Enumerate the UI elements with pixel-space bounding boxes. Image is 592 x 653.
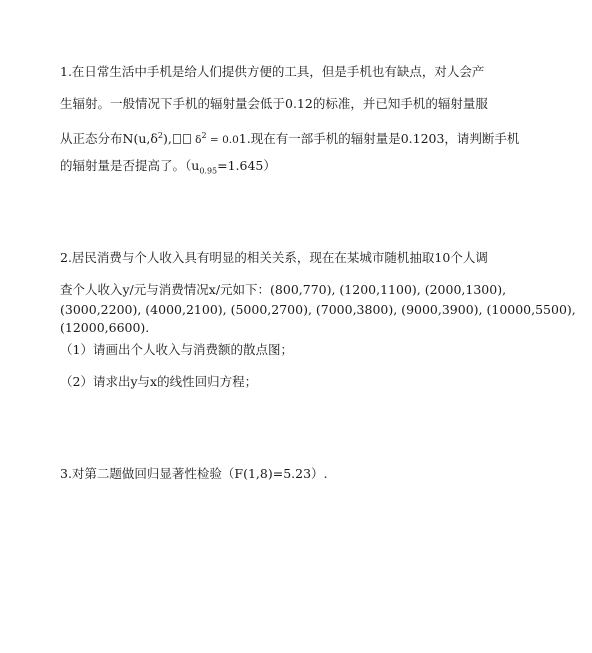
problem1-line4: [60, 158, 276, 180]
problem2-text-2: 查个人收入y/元与消费情况x/元如下：(800,770), (1200,1100), (2000,1300),: [60, 282, 507, 297]
problem1-text-1: 1.在日常生活中手机是给人们提供方便的工具，但是手机也有缺点，对人会产: [60, 64, 485, 79]
problem1-line1: [60, 64, 484, 80]
problem2-text-4: (12000,6600).: [60, 320, 150, 335]
sigma-symbol: δ: [191, 134, 202, 147]
problem2-line4: [60, 320, 149, 336]
problem2-question2: [60, 374, 257, 390]
problem1-text-3: 1.现在有一部手机的辐射量是0.1203，请判断手机: [238, 131, 520, 147]
problem2-line2: [60, 282, 506, 298]
problem3-line1: [60, 466, 328, 482]
missing-glyph-icon: [173, 134, 181, 144]
superscript-2: 2: [157, 131, 163, 140]
problem2-question1: [60, 342, 293, 358]
sigma-value: = 0.0: [206, 134, 239, 147]
question2-text: （2）请求出y与x的线性回归方程；: [60, 374, 258, 389]
problem2-line3: [60, 302, 576, 318]
problem2-text-1: 2.居民消费与个人收入具有明显的相关关系，现在在某城市随机抽取10个人调: [60, 250, 488, 265]
problem1-line3: [60, 128, 519, 148]
question1-text: （1）请画出个人收入与消费额的散点图；: [60, 342, 293, 357]
problem2-text-3: (3000,2200), (4000,2100), (5000,2700), (7000,3800), (9000,3900), (10000,5500),: [60, 302, 576, 317]
problem1-text-4: 的辐射量是否提高了。（u: [60, 158, 200, 173]
problem1-text-2: 生辐射。一般情况下手机的辐射量会低于0.12的标准，并已知手机的辐射量服: [60, 96, 488, 111]
problem1-line2: [60, 96, 488, 112]
normal-distribution-close: ),: [162, 131, 172, 147]
quantile-value: =1.645）: [217, 158, 276, 173]
subscript-0-95: 0.95: [199, 166, 218, 176]
missing-glyph-icon: [183, 134, 191, 144]
problem3-text-1: 3.对第二题做回归显著性检验（F(1,8)=5.23）.: [60, 466, 328, 481]
normal-distribution-text: 从正态分布N(u,δ: [60, 131, 158, 147]
superscript-2b: 2: [201, 131, 207, 140]
problem2-line1: [60, 250, 488, 266]
